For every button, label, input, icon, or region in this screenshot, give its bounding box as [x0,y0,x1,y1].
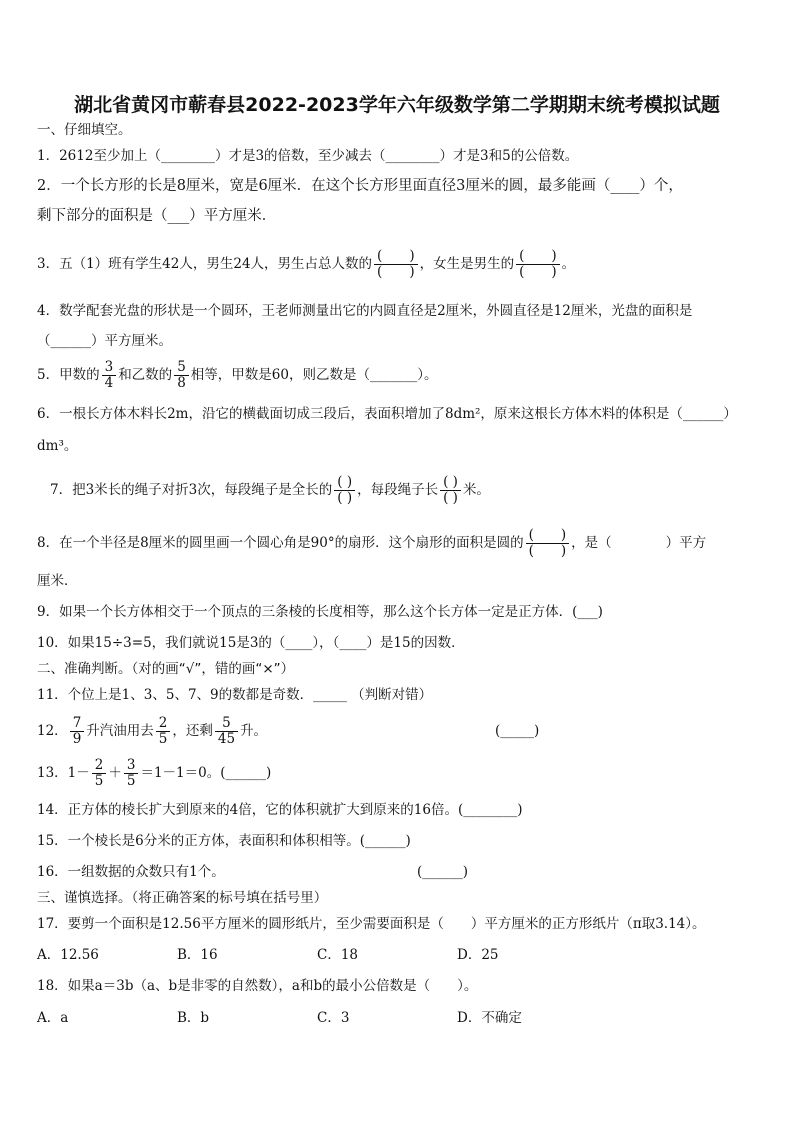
q12-text-3: ，还剩 [172,723,213,739]
question-6-line-1: 6．一根长方体木料长2m，沿它的横截面切成三段后，表面积增加了8dm²，原来这根长方体木料的体积是（______） [37,406,737,422]
q12-fraction-3 [215,716,238,747]
q5-text-3: 相等，甲数是60，则乙数是（_______）。 [190,367,438,383]
q12-text-1: 12． [37,723,68,739]
question-18-options [37,1009,764,1027]
option-a: A．a [37,1010,69,1026]
q7-text-2: ，每段绳子长 [357,482,439,498]
option-b: B．b [177,1010,210,1026]
q12-fraction-1 [70,716,85,747]
question-2-line-1: 2．一个长方形的长是8厘米，宽是6厘米．在这个长方形里面直径3厘米的圆，最多能画（____）个， [37,178,683,194]
q5-fraction-1 [102,360,117,391]
option-b: B．16 [177,947,218,963]
option-d: D．25 [457,947,499,963]
q3-fraction-2 [516,249,560,280]
page-title: 湖北省黄冈市蕲春县2022-2023学年六年级数学第二学期期末统考模拟试题 [74,94,720,116]
frac-num: 2 [156,716,171,732]
section-3-heading: 三、谨慎选择。（将正确答案的标号填在括号里） [37,890,328,906]
question-4-line-1: 4．数学配套光盘的形状是一个圆环，王老师测量出它的内圆直径是2厘米，外圆直径是12厘米，光盘的面积是 [37,303,693,319]
question-3 [37,245,764,283]
question-8-line-2: 厘米． [37,573,78,589]
frac-den: ( ) [519,264,557,280]
frac-den: ( ) [528,543,567,559]
frac-den: 5 [126,773,136,789]
frac-num: 5 [174,360,189,376]
option-c: C．18 [317,947,359,963]
frac-den: ( ) [443,490,458,506]
option-d: D．不确定 [457,1010,522,1026]
frac-num: ( ) [440,475,461,491]
q12-text-4: 升。 [240,723,268,739]
question-12 [37,712,764,750]
option-a: A．12.56 [37,947,99,963]
q7-fraction-2 [440,475,461,506]
question-11: 11．个位上是1、3、5、7、9的数都是奇数．_____ （判断对错） [37,687,433,703]
q8-text-2: ，是（ ）平方 [571,535,707,551]
frac-den: 4 [104,375,114,391]
frac-num: ( ) [374,249,418,265]
q7-text-1: 7．把3米长的绳子对折3次，每段绳子是全长的 [50,482,333,498]
q3-text-2: ，女生是男生的 [419,256,515,272]
question-16 [37,863,764,881]
question-10: 10．如果15÷3=5，我们就说15是3的（____），（____）是15的因数． [37,635,465,651]
q7-fraction-1 [334,475,355,506]
frac-num: ( ) [516,249,560,265]
q5-text-2: 和乙数的 [118,367,173,383]
option-c: C．3 [317,1010,350,1026]
question-15: 15．一个棱长是6分米的正方体，表面积和体积相等。(______) [37,833,411,849]
frac-num: 3 [124,758,139,774]
q13-text-2: ＋ [108,765,122,781]
question-9: 9．如果一个长方体相交于一个顶点的三条棱的长度相等，那么这个长方体一定是正方体．(___) [37,604,603,620]
question-7 [50,470,764,510]
question-8-line-1 [37,524,764,562]
question-13 [37,754,764,792]
frac-num: 7 [70,716,85,732]
q8-fraction [526,528,570,559]
q3-text-3: 。 [561,256,576,272]
question-4-line-2: （______）平方厘米。 [37,333,172,349]
question-1: 1．2612至少加上（________）才是3的倍数，至少减去（________）才是3和5的公倍数。 [37,148,579,164]
frac-den: 5 [158,731,168,747]
question-5 [37,356,764,394]
q16-text: 16．一组数据的众数只有1个。 [37,864,225,880]
q13-fraction-1 [92,758,107,789]
q12-answer-blank: (_____) [495,723,540,739]
question-2-line-2: 剩下部分的面积是（___）平方厘米． [37,208,277,224]
question-18: 18．如果a＝3b（a、b是非零的自然数），a和b的最小公倍数是（ ）。 [37,978,478,994]
question-6-line-2: dm³。 [37,438,78,454]
section-1-heading: 一、仔细填空。 [37,122,132,138]
q13-text-3: ＝1－1＝0。(______) [140,765,272,781]
q8-text-1: 8．在一个半径是8厘米的圆里画一个圆心角是90°的扇形．这个扇形的面积是圆的 [37,535,524,551]
q12-fraction-2 [156,716,171,747]
section-2-heading: 二、准确判断。（对的画“√”，错的画“×”） [37,661,295,677]
q5-text-1: 5．甲数的 [37,367,100,383]
q13-fraction-2 [124,758,139,789]
q5-fraction-2 [174,360,189,391]
frac-num: 3 [102,360,117,376]
q3-fraction-1 [374,249,418,280]
frac-den: 45 [217,731,236,747]
frac-num: ( ) [334,475,355,491]
frac-den: ( ) [337,490,353,506]
frac-num: ( ) [526,528,570,544]
q16-answer-blank: (______) [417,864,469,880]
q13-text-1: 13．1－ [37,765,90,781]
frac-den: 5 [94,773,104,789]
frac-num: 5 [215,716,238,732]
q3-text-1: 3．五（1）班有学生42人，男生24人，男生占总人数的 [37,256,373,272]
frac-den: 9 [72,731,82,747]
question-14: 14．正方体的棱长扩大到原来的4倍，它的体积就扩大到原来的16倍。(________) [37,802,523,818]
q12-text-2: 升汽油用去 [86,723,154,739]
frac-den: ( ) [377,264,415,280]
frac-den: 8 [177,375,186,391]
q7-text-3: 米。 [462,482,490,498]
frac-num: 2 [92,758,107,774]
question-17-options [37,946,764,964]
question-17: 17．要剪一个面积是12.56平方厘米的圆形纸片，至少需要面积是（ ）平方厘米的正方形纸片（π取3.14）。 [37,916,706,932]
